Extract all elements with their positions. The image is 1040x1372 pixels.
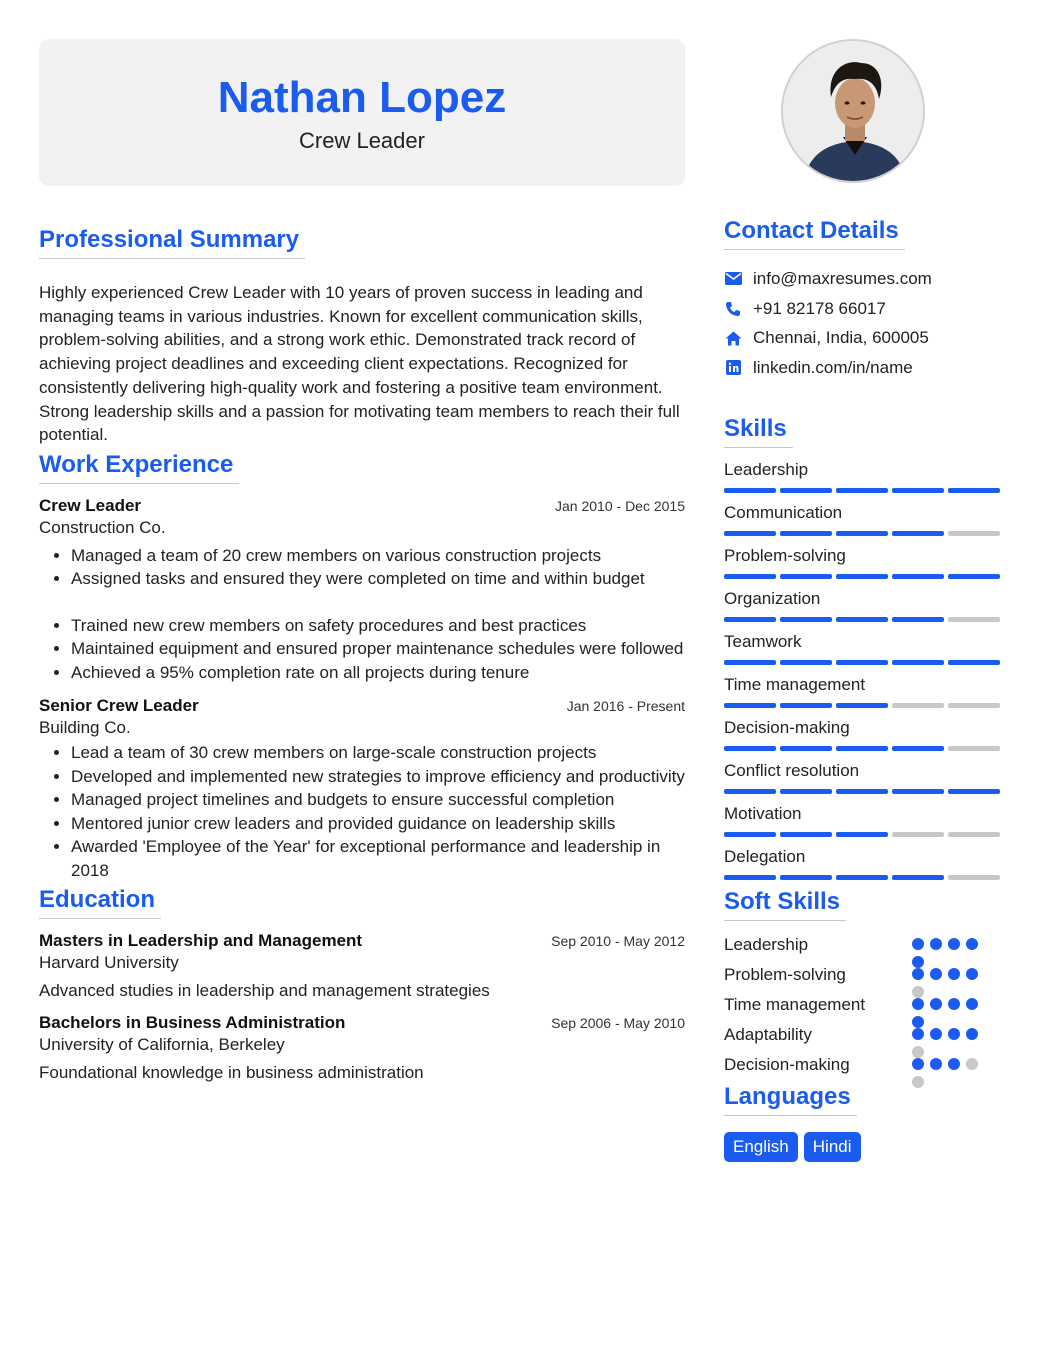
skill-level-segment [724, 488, 776, 493]
skill-level-segment [780, 660, 832, 665]
linkedin-icon [724, 359, 742, 377]
skill-level-bar [724, 703, 1000, 708]
rating-dot [930, 968, 942, 980]
contact-linkedin-text: linkedin.com/in/name [753, 357, 913, 377]
rating-dot [948, 1058, 960, 1070]
skill-level-segment [948, 617, 1000, 622]
skill-level-bar [724, 617, 1000, 622]
soft-skills-list [724, 931, 1000, 1081]
skill-level-segment [836, 488, 888, 493]
education-entry [39, 1013, 685, 1083]
avatar-icon [783, 41, 925, 183]
job-entry [39, 696, 685, 882]
language-tag: English [724, 1132, 798, 1162]
skill-level-segment [892, 531, 944, 536]
rating-dot [912, 1028, 924, 1040]
main-column [39, 39, 685, 1083]
skill-level-segment [892, 832, 944, 837]
rating-dot [966, 1058, 978, 1070]
skill-level-segment [780, 531, 832, 536]
home-icon [724, 329, 742, 347]
languages-heading: Languages [724, 1083, 857, 1116]
soft-skill-name: Time management [724, 994, 866, 1014]
list-item: • Developed and implemented new strategies to improve efficiency and productivity [71, 765, 685, 789]
skill-name: Conflict resolution [724, 760, 860, 780]
skill-level-segment [836, 617, 888, 622]
education-dates: Sep 2010 - May 2012 [551, 933, 685, 950]
skill-level-segment [780, 832, 832, 837]
skill-level-segment [892, 789, 944, 794]
skill-row [724, 454, 1000, 497]
skill-name: Delegation [724, 846, 806, 866]
degree-title: Bachelors in Business Administration [39, 1013, 346, 1033]
job-title: Senior Crew Leader [39, 696, 199, 716]
candidate-name: Nathan Lopez [217, 72, 507, 122]
rating-dot [948, 938, 960, 950]
list-item: • Managed project timelines and budgets to ensure successful completion [71, 788, 685, 812]
rating-dot [930, 1028, 942, 1040]
skill-level-segment [948, 660, 1000, 665]
list-item: • Lead a team of 30 crew members on large-scale construction projects [71, 741, 685, 765]
job-bullets [39, 544, 685, 685]
skill-level-bar [724, 531, 1000, 536]
envelope-icon [724, 270, 742, 288]
skill-level-segment [780, 703, 832, 708]
soft-skill-row [724, 991, 1000, 1021]
skill-level-segment [948, 531, 1000, 536]
skill-level-segment [780, 789, 832, 794]
sidebar [724, 39, 1000, 1162]
rating-dot [966, 968, 978, 980]
school-name: Harvard University [39, 953, 179, 973]
experience-heading: Work Experience [39, 451, 239, 484]
job-dates: Jan 2016 - Present [566, 698, 685, 715]
skill-level-bar [724, 832, 1000, 837]
skill-level-segment [724, 531, 776, 536]
rating-dot [948, 998, 960, 1010]
skill-level-segment [892, 574, 944, 579]
skill-level-segment [724, 574, 776, 579]
skill-row [724, 540, 1000, 583]
language-tags [724, 1132, 1000, 1162]
skill-name: Problem-solving [724, 545, 846, 565]
skill-level-segment [836, 746, 888, 751]
rating-dot [930, 938, 942, 950]
skill-level-segment [892, 488, 944, 493]
skill-level-segment [836, 574, 888, 579]
skill-level-segment [892, 746, 944, 751]
skill-level-bar [724, 660, 1000, 665]
rating-dot [966, 998, 978, 1010]
rating-dot [948, 1028, 960, 1040]
skill-level-segment [892, 660, 944, 665]
contact-heading: Contact Details [724, 217, 905, 250]
skill-level-segment [780, 617, 832, 622]
skill-level-segment [724, 832, 776, 837]
experience-section [39, 451, 685, 883]
job-title: Crew Leader [39, 495, 142, 515]
rating-dot [966, 938, 978, 950]
rating-dot [966, 1028, 978, 1040]
contact-email[interactable] [724, 264, 1000, 294]
skill-row [724, 626, 1000, 669]
education-section [39, 886, 685, 1083]
skill-level-segment [724, 660, 776, 665]
soft-skill-row [724, 1051, 1000, 1081]
skill-name: Leadership [724, 459, 809, 479]
skill-level-segment [892, 703, 944, 708]
skill-level-bar [724, 789, 1000, 794]
soft-skill-row [724, 1021, 1000, 1051]
skill-level-segment [836, 703, 888, 708]
soft-skill-name: Problem-solving [724, 964, 846, 984]
skills-section [724, 415, 1000, 884]
soft-skills-heading: Soft Skills [724, 888, 846, 921]
skill-row [724, 583, 1000, 626]
skill-level-bar [724, 488, 1000, 493]
contact-email-text: info@maxresumes.com [753, 268, 932, 288]
skill-level-segment [892, 875, 944, 880]
skill-level-segment [948, 746, 1000, 751]
job-bullets [39, 741, 685, 882]
skills-heading: Skills [724, 415, 793, 448]
list-item: • Assigned tasks and ensured they were completed on time and within budget [71, 567, 685, 591]
soft-skill-row [724, 961, 1000, 991]
skill-level-segment [836, 789, 888, 794]
list-item: • Awarded 'Employee of the Year' for exceptional performance and leadership in 2018 [71, 835, 685, 882]
languages-section [724, 1083, 1000, 1162]
job-company: Construction Co. [39, 517, 166, 537]
skill-row [724, 755, 1000, 798]
soft-skill-name: Decision-making [724, 1054, 850, 1074]
list-item: • Achieved a 95% completion rate on all projects during tenure [71, 661, 685, 685]
skill-level-bar [724, 574, 1000, 579]
job-entry [39, 496, 685, 685]
skill-level-bar [724, 875, 1000, 880]
phone-icon [724, 300, 742, 318]
job-company: Building Co. [39, 718, 131, 738]
skill-level-segment [948, 832, 1000, 837]
language-tag: Hindi [804, 1132, 861, 1162]
skill-level-segment [948, 488, 1000, 493]
list-item: • Maintained equipment and ensured proper maintenance schedules were followed [71, 637, 685, 661]
profile-photo [781, 39, 925, 183]
school-name: University of California, Berkeley [39, 1035, 285, 1055]
rating-dot [912, 968, 924, 980]
summary-text: Highly experienced Crew Leader with 10 years of proven success in leading and managing teams in various industries. Known for excellent communication skills, problem-solving abilities, and a strong work ethic. Demonstrated track record of achieving project deadlines and exceeding client expectations. Recognized for consistently delivering high-quality work and fostering a positive team environment. Strong leadership skills and a passion for motivating team members to reach their full potential. [39, 283, 680, 445]
education-entry [39, 931, 685, 1001]
skill-name: Organization [724, 588, 821, 608]
skill-level-segment [780, 488, 832, 493]
skill-level-segment [892, 617, 944, 622]
soft-skills-section [724, 888, 1000, 1081]
summary-heading: Professional Summary [39, 226, 305, 259]
skill-row [724, 669, 1000, 712]
rating-dot [930, 1058, 942, 1070]
education-dates: Sep 2006 - May 2010 [551, 1015, 685, 1032]
contact-address-text: Chennai, India, 600005 [753, 328, 929, 348]
soft-skill-name: Adaptability [724, 1024, 812, 1044]
skill-level-segment [948, 875, 1000, 880]
skill-level-bar [724, 746, 1000, 751]
skill-name: Teamwork [724, 631, 802, 651]
skill-level-segment [836, 832, 888, 837]
education-description: Foundational knowledge in business administration [39, 1063, 424, 1083]
contact-phone[interactable] [724, 294, 1000, 324]
skill-level-segment [780, 746, 832, 751]
skill-row [724, 841, 1000, 884]
contact-address [724, 323, 1000, 353]
skills-list [724, 454, 1000, 884]
skill-level-segment [724, 703, 776, 708]
skill-level-segment [724, 789, 776, 794]
skill-row [724, 712, 1000, 755]
list-item: • Trained new crew members on safety procedures and best practices [71, 614, 685, 638]
rating-dot [912, 1076, 924, 1088]
rating-dot [912, 938, 924, 950]
contact-phone-text: +91 82178 66017 [753, 298, 886, 318]
skill-row [724, 497, 1000, 540]
rating-dot [912, 1058, 924, 1070]
degree-title: Masters in Leadership and Management [39, 931, 363, 951]
skill-level-segment [724, 746, 776, 751]
soft-skill-name: Leadership [724, 934, 809, 954]
list-item: • Managed a team of 20 crew members on various construction projects [71, 544, 685, 568]
job-dates: Jan 2010 - Dec 2015 [555, 497, 685, 514]
soft-skill-rating [912, 1058, 992, 1088]
skill-level-segment [780, 574, 832, 579]
skill-level-segment [836, 660, 888, 665]
skill-level-segment [836, 531, 888, 536]
skill-name: Time management [724, 674, 866, 694]
summary-section [39, 226, 685, 447]
skill-level-segment [724, 617, 776, 622]
skill-level-segment [948, 789, 1000, 794]
rating-dot [930, 998, 942, 1010]
skill-name: Decision-making [724, 717, 850, 737]
resume-header [39, 39, 685, 186]
skill-level-segment [780, 875, 832, 880]
education-description: Advanced studies in leadership and management strategies [39, 981, 490, 1001]
skill-name: Communication [724, 502, 843, 522]
skill-row [724, 798, 1000, 841]
education-heading: Education [39, 886, 161, 919]
skill-level-segment [948, 574, 1000, 579]
list-item: • Mentored junior crew leaders and provided guidance on leadership skills [71, 812, 685, 836]
candidate-role: Crew Leader [299, 127, 425, 153]
rating-dot [912, 998, 924, 1010]
skill-level-segment [836, 875, 888, 880]
rating-dot [948, 968, 960, 980]
skill-name: Motivation [724, 803, 802, 823]
soft-skill-row [724, 931, 1000, 961]
contact-section [724, 217, 1000, 383]
skill-level-segment [948, 703, 1000, 708]
contact-linkedin[interactable] [724, 353, 1000, 383]
skill-level-segment [724, 875, 776, 880]
